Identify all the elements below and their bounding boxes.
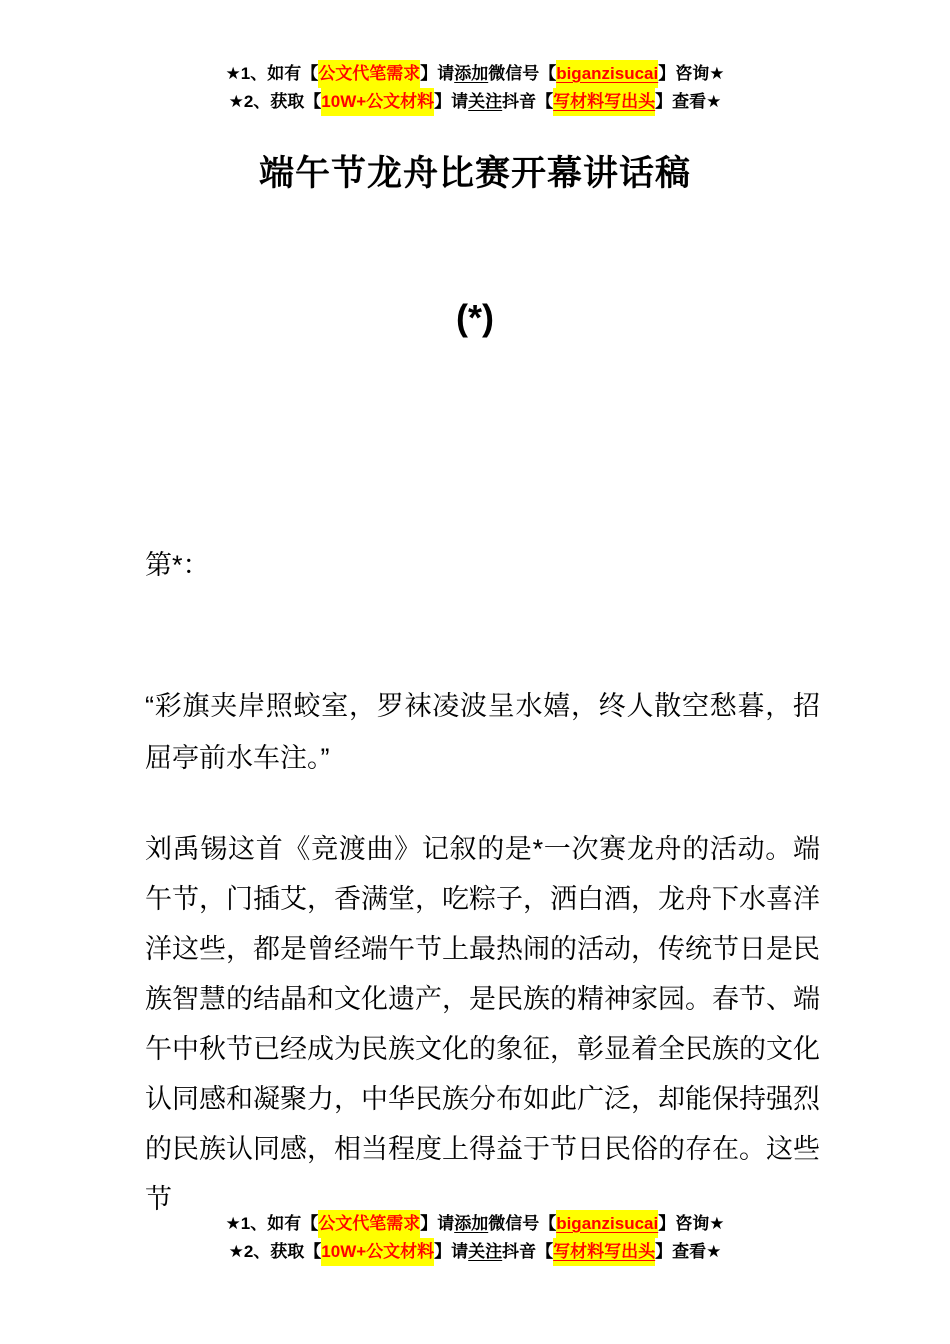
promo-banner-bottom-line-1 — [0, 1210, 950, 1238]
banner-text: ★2、获取【 — [228, 92, 322, 111]
banner-text: 】请 — [420, 1214, 455, 1233]
banner-underline-text: 关注 — [468, 92, 503, 111]
promo-banner-bottom — [0, 1210, 950, 1266]
promo-banner-top-line-1 — [0, 60, 950, 88]
section-label: 第*： — [145, 550, 210, 580]
banner-text: 】请 — [420, 64, 455, 83]
body-paragraph: 刘禹锡这首《竞渡曲》记叙的是*一次赛龙舟的活动。端午节，门插艾，香满堂，吃粽子，洒白酒，龙舟下水喜洋洋这些，都是曾经端午节上最热闹的活动，传统节日是民族智慧的结晶和文化遗产，是民族的精神家园。春节、端午中秋节已经成为民族文化的象征，彰显着全民族的文化认同感和凝聚力，中华民族分布如此广泛，却能保持强烈的民族认同感，相当程度上得益于节日民俗的存在。这些节 — [145, 834, 820, 1214]
promo-banner-top-line-2 — [0, 88, 950, 116]
banner-text: 】请 — [434, 92, 469, 111]
banner-wechat-id: biganzisucai — [556, 1210, 658, 1238]
promo-banner-bottom-line-2 — [0, 1238, 950, 1266]
document-subtitle: (*) — [456, 297, 494, 338]
banner-text: 】查看★ — [655, 92, 722, 111]
poem-quote-paragraph: “彩旗夹岸照蛟室，罗袜凌波呈水嬉，终人散空愁暮，招屈亭前水车注。” — [145, 691, 820, 773]
banner-douyin-id: 写材料写出头 — [553, 1238, 655, 1266]
banner-underline-text: 添加 — [454, 1214, 489, 1233]
banner-highlight-text: 公文代笔需求 — [318, 1210, 420, 1238]
banner-highlight-text: 10W+公文材料 — [321, 1238, 434, 1266]
document-title: 端午节龙舟比赛开幕讲话稿 — [258, 154, 691, 193]
banner-text: 】咨询★ — [658, 1214, 725, 1233]
banner-text: 】咨询★ — [658, 64, 725, 83]
banner-highlight-text: 公文代笔需求 — [318, 60, 420, 88]
banner-underline-text: 添加 — [454, 64, 489, 83]
promo-banner-top — [0, 0, 950, 116]
banner-text: 微信号【 — [488, 1214, 557, 1233]
document-content — [145, 540, 820, 1224]
banner-text: 】请 — [434, 1242, 469, 1261]
banner-text: ★2、获取【 — [228, 1242, 322, 1261]
banner-highlight-text: 10W+公文材料 — [321, 88, 434, 116]
banner-text: 抖音【 — [502, 1242, 554, 1261]
banner-douyin-id: 写材料写出头 — [553, 88, 655, 116]
banner-wechat-id: biganzisucai — [556, 60, 658, 88]
banner-text: 】查看★ — [655, 1242, 722, 1261]
banner-text: ★1、如有【 — [225, 1214, 319, 1233]
banner-text: ★1、如有【 — [225, 64, 319, 83]
banner-underline-text: 关注 — [468, 1242, 503, 1261]
banner-text: 微信号【 — [488, 64, 557, 83]
banner-text: 抖音【 — [502, 92, 554, 111]
